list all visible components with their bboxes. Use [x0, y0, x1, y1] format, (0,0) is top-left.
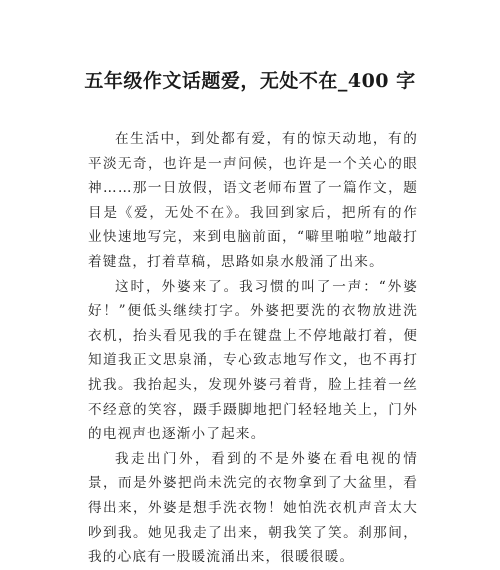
essay-body	[88, 127, 418, 570]
paragraph-2: 这时，外婆来了。我习惯的叫了一声：“外婆好！”便低头继续打字。外婆把要洗的衣物放进洗衣机，抬头看见我的手在键盘上不停地敲打着，便知道我正文思泉涌，专心致志地写作文，也不再打扰我。我抬起头，发现外婆弓着背，脸上挂着一丝不经意的笑容，蹑手蹑脚地把门轻轻地关上，门外的电视声也逐渐小了起来。	[88, 278, 418, 443]
paragraph-1: 在生活中，到处都有爱，有的惊天动地，有的平淡无奇，也许是一声问候，也许是一个关心的眼神……那一日放假，语文老师布置了一篇作文，题目是《爱，无处不在》。我回到家后，把所有的作业快速地写完，来到电脑前面，“噼里啪啦”地敲打着键盘，打着草稿，思路如泉水般涌了出来。	[88, 131, 418, 270]
essay-title: 五年级作文话题爱，无处不在_400 字	[84, 70, 416, 92]
paragraph-3: 我走出门外，看到的不是外婆在看电视的情景，而是外婆把尚未洗完的衣物拿到了大盆里，看得出来，外婆是想手洗衣物！她怕洗衣机声音太大吵到我。她见我走了出来，朝我笑了笑。刹那间，我的心底有一股暖流涌出来，很暖很暖。	[88, 450, 418, 566]
